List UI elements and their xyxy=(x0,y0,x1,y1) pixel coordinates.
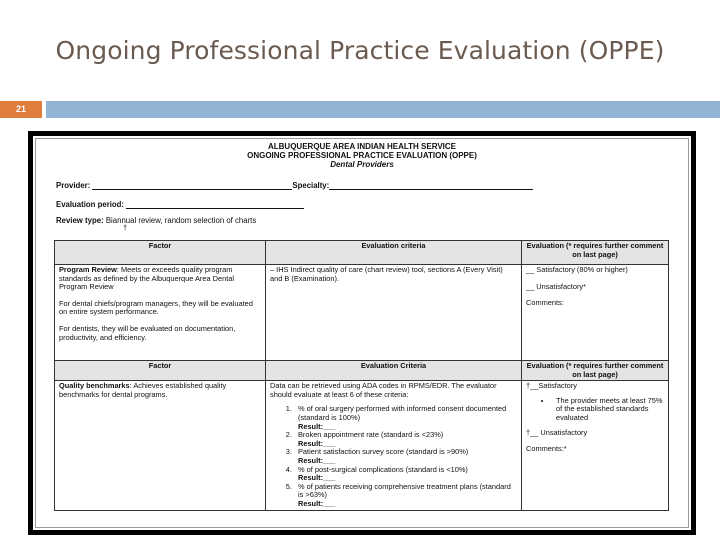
criteria-list xyxy=(270,405,517,508)
document-inner-border xyxy=(35,138,689,528)
review-type-field xyxy=(56,216,256,225)
factor-cell xyxy=(55,381,266,510)
satisfactory-option[interactable]: __ Satisfactory (80% or higher) xyxy=(526,265,628,274)
provider-blank[interactable] xyxy=(92,182,292,190)
evaluation-bullet: • The provider meets at least 75% of the established standards evaluated xyxy=(552,397,664,423)
criteria-cell xyxy=(266,265,522,361)
comments-label: Comments:* xyxy=(526,444,567,454)
provider-label: Provider: xyxy=(56,181,91,190)
factor-title: Quality benchmarks xyxy=(59,381,130,391)
slide-header-bar xyxy=(46,101,720,118)
form-header xyxy=(36,143,688,169)
evaluation-bullet-list xyxy=(526,397,664,423)
factor-title: Program Review xyxy=(59,265,117,274)
review-type-label: Review type: xyxy=(56,216,104,225)
program-review-table xyxy=(54,240,669,511)
factor-text: : Achieves established quality benchmarks for dental programs. xyxy=(59,381,227,399)
criteria-item xyxy=(294,448,517,465)
header-evaluation: Evaluation (* requires further comment on last page) xyxy=(522,361,669,381)
criteria-result-blank[interactable]: Result:___ xyxy=(298,473,336,483)
criteria-text: – IHS Indirect quality of care (chart review) tool, sections A (Every Visit) and B (Examination). xyxy=(270,265,503,283)
criteria-item-text: Broken appointment rate (standard is <23%) xyxy=(298,430,444,440)
table-row xyxy=(55,265,669,361)
factor-note-chiefs: For dental chiefs/program managers, they will be evaluated on entire system performance. xyxy=(59,298,253,317)
table-header-row xyxy=(55,361,669,381)
criteria-item xyxy=(294,431,517,448)
form-subtitle: Dental Providers xyxy=(330,160,394,170)
criteria-cell xyxy=(266,381,522,510)
slide-number: 21 xyxy=(0,101,42,118)
form-title: ONGOING PROFESSIONAL PRACTICE EVALUATION (OPPE) xyxy=(247,150,477,160)
table-row xyxy=(55,381,669,510)
unsatisfactory-option[interactable]: __ Unsatisfactory* xyxy=(526,281,586,291)
header-evaluation-criteria: Evaluation criteria xyxy=(266,241,522,265)
criteria-item xyxy=(294,405,517,431)
criteria-result-blank[interactable]: Result:___ xyxy=(298,421,336,431)
slide-title: Ongoing Professional Practice Evaluation (OPPE) xyxy=(55,36,665,65)
factor-description xyxy=(59,266,261,292)
specialty-blank[interactable] xyxy=(329,182,533,190)
factor-cell xyxy=(55,265,266,361)
header-factor: Factor xyxy=(55,241,266,265)
review-type-value: Biannual review, random selection of charts xyxy=(103,216,257,225)
unsatisfactory-option[interactable]: †__ Unsatisfactory xyxy=(526,427,588,437)
criteria-item-text: Patient satisfaction survey score (standard is >90%) xyxy=(298,447,469,457)
factor-note-dentists: For dentists, they will be evaluated on documentation, productivity, and efficiency. xyxy=(59,323,236,342)
header-evaluation-criteria: Evaluation Criteria xyxy=(266,361,522,381)
specialty-label: Specialty: xyxy=(292,181,330,190)
evaluation-cell xyxy=(522,265,669,361)
criteria-result-blank[interactable]: Result:___ xyxy=(298,438,336,448)
header-factor: Factor xyxy=(55,361,266,381)
criteria-item xyxy=(294,483,517,509)
provider-field xyxy=(56,181,533,190)
comments-label: Comments: xyxy=(526,298,564,308)
table-header-row xyxy=(55,241,669,265)
factor-description xyxy=(59,382,261,399)
criteria-item-text: % of post-surgical complications (standard is <10%) xyxy=(298,464,468,474)
dagger-mark: † xyxy=(123,223,128,232)
satisfactory-option[interactable]: †__Satisfactory xyxy=(526,381,577,391)
criteria-item xyxy=(294,466,517,483)
form-org-title: ALBUQUERQUE AREA INDIAN HEALTH SERVICE xyxy=(267,142,456,151)
criteria-intro: Data can be retrieved using ADA codes in RPMS/EDR. The evaluator should evaluate at least 6 of these criteria: xyxy=(270,381,497,399)
header-evaluation: Evaluation (* requires further comment on last page) xyxy=(522,241,669,265)
criteria-item-text: % of oral surgery performed with informed consent documented (standard is 100%) xyxy=(298,404,507,422)
criteria-result-blank[interactable]: Result:___ xyxy=(298,455,336,465)
criteria-item-text: % of patients receiving comprehensive treatment plans (standard is >63%) xyxy=(298,481,511,500)
evaluation-period-label: Evaluation period: xyxy=(56,200,125,209)
factor-text: : Meets or exceeds quality program standards as defined by the Albuquerque Area Dental Program Review xyxy=(59,265,235,292)
evaluation-period-blank[interactable] xyxy=(126,201,304,209)
criteria-result-blank[interactable]: Result:___ xyxy=(298,498,336,508)
evaluation-cell xyxy=(522,381,669,510)
evaluation-period-field xyxy=(56,200,304,209)
document-image-frame xyxy=(28,131,696,535)
oppe-form xyxy=(36,139,688,527)
